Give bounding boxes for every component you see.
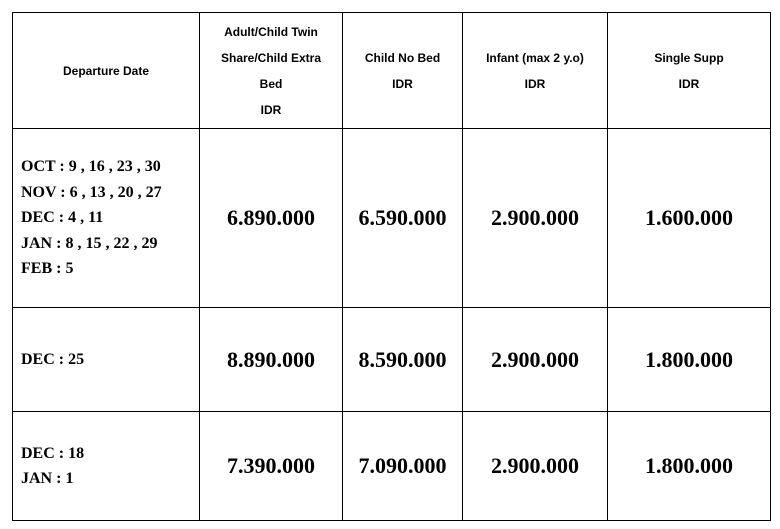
- price-single-supp: 1.800.000: [608, 412, 771, 521]
- header-child-no-bed: [343, 13, 463, 129]
- header-single-supp: [608, 13, 771, 129]
- date-line: JAN : 8 , 15 , 22 , 29: [21, 234, 158, 252]
- price-child-no-bed: 8.590.000: [343, 308, 463, 412]
- price-single-supp: 1.600.000: [608, 129, 771, 308]
- header-line: IDR: [678, 76, 700, 91]
- date-line: FEB : 5: [21, 260, 74, 278]
- price-infant: 2.900.000: [463, 412, 608, 521]
- date-line: NOV : 6 , 13 , 20 , 27: [21, 183, 162, 201]
- departure-dates-cell: [13, 129, 200, 308]
- date-line: DEC : 18: [21, 444, 85, 462]
- header-line: Single Supp: [654, 50, 724, 65]
- price-child-no-bed: 6.590.000: [343, 129, 463, 308]
- header-line: IDR: [392, 76, 413, 91]
- price-single-supp: 1.800.000: [608, 308, 771, 412]
- price-adult-twin: 6.890.000: [200, 129, 343, 308]
- table-row: [13, 308, 771, 412]
- header-line: Infant (max 2 y.o): [486, 50, 584, 65]
- price-table: [12, 12, 771, 521]
- header-line: Share/Child Extra: [220, 50, 322, 65]
- date-line: OCT : 9 , 16 , 23 , 30: [21, 158, 161, 176]
- departure-dates-cell: [13, 412, 200, 521]
- header-adult-child-twin: [200, 13, 343, 129]
- header-line: Bed: [259, 76, 283, 91]
- price-infant: 2.900.000: [463, 308, 608, 412]
- departure-dates-cell: [13, 308, 200, 412]
- header-line: IDR: [524, 76, 546, 91]
- header-departure-date: [13, 13, 200, 129]
- header-line: Departure Date: [62, 63, 150, 78]
- table-row: [13, 412, 771, 521]
- price-infant: 2.900.000: [463, 129, 608, 308]
- header-infant: [463, 13, 608, 129]
- header-row: [13, 13, 771, 129]
- date-line: DEC : 4 , 11: [21, 209, 104, 227]
- header-line: IDR: [260, 102, 282, 117]
- date-line: DEC : 25: [21, 350, 85, 368]
- price-adult-twin: 7.390.000: [200, 412, 343, 521]
- header-line: Child No Bed: [364, 50, 441, 65]
- date-line: JAN : 1: [21, 470, 74, 487]
- price-child-no-bed: 7.090.000: [343, 412, 463, 521]
- price-adult-twin: 8.890.000: [200, 308, 343, 412]
- header-line: Adult/Child Twin: [224, 24, 318, 39]
- table-row: [13, 129, 771, 308]
